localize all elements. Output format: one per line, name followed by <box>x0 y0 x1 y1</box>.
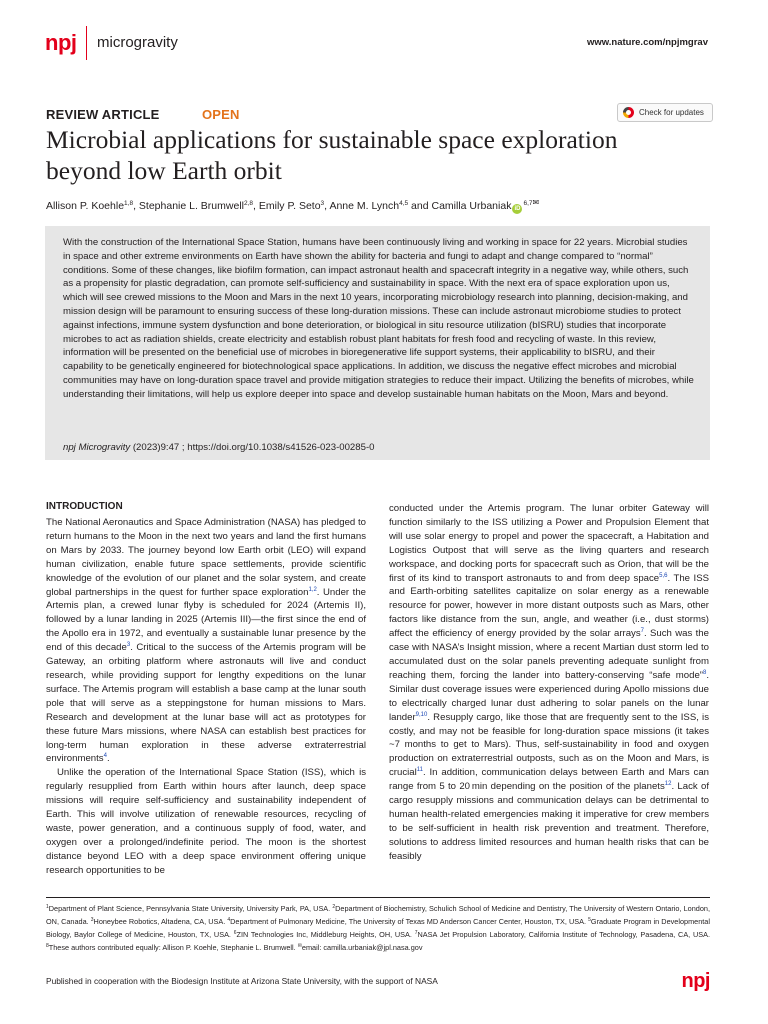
citation-ref: 1 <box>46 904 49 910</box>
open-access-label: OPEN <box>202 107 240 122</box>
citation-ref: 2 <box>332 904 336 910</box>
citation-ref[interactable]: 3 <box>126 642 131 649</box>
npj-logo[interactable]: npj <box>45 30 77 55</box>
check-for-updates-label: Check for updates <box>639 108 704 117</box>
author-name[interactable]: Camilla Urbaniak <box>431 200 512 212</box>
affiliation-ref: 6,7 <box>523 200 533 207</box>
citation-ref[interactable]: 8 <box>702 669 707 676</box>
citation-ref: ✉ <box>297 943 302 949</box>
body-column-right <box>389 502 709 864</box>
author-name[interactable]: Anne M. Lynch <box>329 200 400 212</box>
citation-ref: 5 <box>588 917 591 923</box>
citation-ref: 6 <box>233 930 237 936</box>
paragraph: The National Aeronautics and Space Administration (NASA) has pledged to return humans to the Moon in the next two years and land the first humans on Mars by 2033. The journey beyond low Earth orbit (LEO) will expand human civilization, enable future space settlements, provide scientific knowledge of the evolution of our planet and the solar system, and create global partnerships in the quest for further space exploration$^{1,2}$. Under the Artemis plan, a crewed lunar flyby is scheduled for 2024 (Artemis II), followed by a lunar landing in 2025 (Artemis III)—the first since the end of the Apollo era in 1972, and eventually a sustainable lunar presence by the end of this decade$^3$. Critical to the success of the Artemis program will be Gateway, an orbiting platform where astronauts will live and conduct research, while providing support for lengthy expeditions on the lunar surface. The Artemis program will establish a base camp at the lunar south pole that will serve as a steppingstone for human missions to Mars. Research and development at the lunar base will act as prototypes for these future Mars missions, where NASA can establish best practices for long-term human exploration in these adverse extraterrestrial environments$^4$. <box>46 517 367 765</box>
citation-ref[interactable]: 5,6 <box>659 572 668 579</box>
citation-ref: 7 <box>414 930 418 936</box>
affiliations-footnote: $^1$Department of Plant Science, Pennsylvania State University, University Park, PA, USA. $^2$Department of Biochemistry, Schulich School of Medicine and Dentistry, The University of Western Ontario, London, ON, Canada. $^3$Honeybee Robotics, Altadena, CA, USA. $^4$Department of Pulmonary Medicine, The University of Texas MD Anderson Cancer Center, Houston, TX, USA. $^5$Graduate Program in Developmental Biology, Baylor College of Medicine, Houston, TX, USA. $^6$ZIN Technologies Inc, Middleburg Heights, OH, USA. $^7$NASA Jet Propulsion Laboratory, California Institute of Technology, Pasadena, CA, USA. $^8$These authors contributed equally: Allison P. Koehle, Stephanie L. Brumwell. ✉email: camilla.urbaniak@jpl.nasa.gov <box>46 904 711 952</box>
affiliation-ref: 1,8 <box>124 200 134 207</box>
npj-footer-logo[interactable]: npj <box>681 970 710 992</box>
footnote-divider <box>46 897 710 898</box>
citation-ref: 8 <box>46 943 49 949</box>
citation-ref[interactable]: 12 <box>664 781 672 788</box>
citation-ref: 4 <box>227 917 231 923</box>
introduction-heading: INTRODUCTION <box>46 501 123 512</box>
email-icon[interactable]: ✉ <box>532 198 540 207</box>
citation-ref: 3 <box>90 917 94 923</box>
article-type: REVIEW ARTICLE <box>46 107 160 122</box>
journal-name: microgravity <box>97 34 178 51</box>
citation-ref[interactable]: 1,2 <box>308 586 317 593</box>
citation-line <box>63 441 694 454</box>
title-line-2: beyond low Earth orbit <box>46 156 282 185</box>
affiliation-ref: 2,8 <box>243 200 254 207</box>
publication-note: Published in cooperation with the Biodesign Institute at Arizona State University, with the support of NASA <box>46 976 438 986</box>
title-line-1: Microbial applications for sustainable space exploration <box>46 125 618 154</box>
abstract-text: With the construction of the International Space Station, humans have been continuously living and working in space for 22 years. Microbial studies in space and other extreme environments on Earth have shown the ability for bacteria and fungi to adapt and change compared to “normal” conditions. Some of these changes, like biofilm formation, can impact astronaut health and spacecraft integrity in a negative way, while others, such as a propensity for plastic degradation, can promote self-sufficiency and sustainability in space. With the next era of space exploration upon us, which will see crewed missions to the Moon and Mars in the next 10 years, incorporating microbiology research into planning, decision-making, and mission design will be paramount to ensuring success of these long-duration missions. These can include astronaut microbiome studies to protect against infections, immune system dysfunction and bone deterioration, or biological in situ resource utilization (bISRU) studies that incorporate microbes to act as radiation shields, create electricity and establish robust plant habitats for fresh food and recycling of waste. In this review, information will be presented on the beneficial use of microbes in bioregenerative life support systems, their applicability to bISRU, and their capability to be genetically engineered for biotechnological space applications. In addition, we discuss the negative effect microbes and microbial communities may have on long-duration space travel and provide mitigation strategies to reduce their impact. Utilizing the benefits of microbes, while understanding their limitations, will help us explore deeper into space and develop sustainable human habitats on the Moon, Mars and beyond. <box>63 237 694 400</box>
affiliation-ref: 4,5 <box>399 200 409 207</box>
header-divider <box>86 26 87 60</box>
author-name[interactable]: Stephanie L. Brumwell <box>138 200 244 212</box>
citation-ref[interactable]: 4 <box>103 753 107 760</box>
citation-journal: npj Microgravity <box>63 442 131 453</box>
article-title <box>46 124 726 186</box>
author-list: Allison P. Koehle$^{1,8}$, Stephanie L. Brumwell$^{2,8}$, Emily P. Seto$^3$, Anne M. Lynch$^{4,5}$ and Camilla Urbaniak $iD^{6,7✉}$ <box>46 198 540 212</box>
affiliation-ref: 3 <box>320 200 325 207</box>
orcid-icon[interactable]: iD <box>514 206 521 212</box>
paragraph: conducted under the Artemis program. The lunar orbiter Gateway will function similarly to the ISS utilizing a Power and Propulsion Element that will use solar energy to propel and power the spacecraft, a Habitation and Logistics Outpost that will serve as the living quarters and research workspace, and docking ports for spacecraft such as Orion, that will be the first of its kind to transport astronauts to and from deep space$^{5,6}$. The ISS and Earth-orbiting satellites capitalize on solar energy as a renewable resource for power, however in more distant outposts such as Mars, other factors like distance from the sun, angle, and weather (i.e., dust storms) affect the efficiency of energy provided by the solar arrays$^7$. Such was the case with NASA’s Insight mission, where a recent Martian dust storm led to accumulated dust on the solar panels preventing adequate sunlight from reaching them, forcing the lander into battery-conserving “safe mode”$^8$. Similar dust coverage issues were experienced during Apollo missions due to electrically charged lunar dust adhering to solar panels on the lunar lander$^{9,10}$. Resupply cargo, like those that are frequently sent to the ISS, is costly, and may not be feasible for long-duration space missions (it takes ~7 months to get to Mars). Thus, self-sustainability in food and oxygen production on extraterrestrial outposts, such as on the Moon and Mars, is crucial$^{11}$. In addition, communication delays between Earth and Mars can range from 5 to 20 min depending on the position of the planets$^{12}$. Lack of cargo resupply missions and communication delays can be detrimental to human health-related emergencies making it imperative for crew members to be self-sufficient in health risk prevention and treatment. Therefore, solutions to address limited resources and human health risks that can be feasibly <box>389 503 709 862</box>
citation-ref[interactable]: 7 <box>640 628 644 635</box>
citation-details[interactable]: (2023)9:47 ; https://doi.org/10.1038/s41526-023-00285-0 <box>130 442 375 453</box>
paragraph: Unlike the operation of the International Space Station (ISS), which is regularly resupplied from Earth within hours after launch, deep space missions will require self-sufficiency and sustainability independent of Earth. This will involve utilization of renewable resources, recycling of waste, power generation, and a continuous supply of food, water, and oxygen over a prolonged/indefinite period. The moon is the shortest distance beyond LEO with a deep space environment offering unique research opportunities to be <box>46 767 366 876</box>
body-column-left <box>46 516 366 878</box>
citation-ref[interactable]: 11 <box>416 767 423 774</box>
author-name[interactable]: Emily P. Seto <box>258 200 321 212</box>
citation-ref[interactable]: 9,10 <box>415 711 428 718</box>
journal-url[interactable]: www.nature.com/npjmgrav <box>586 37 708 48</box>
check-updates-icon <box>623 107 634 118</box>
check-for-updates-button[interactable] <box>617 103 713 122</box>
author-name[interactable]: Allison P. Koehle <box>46 200 125 212</box>
